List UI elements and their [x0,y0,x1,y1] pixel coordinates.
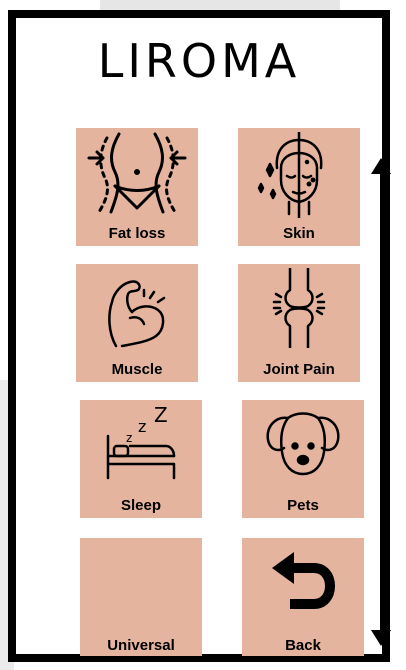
tile-label: Joint Pain [263,361,335,378]
svg-text:z: z [138,417,147,436]
svg-text:z: z [126,431,133,445]
bed-sleep-icon [80,406,202,491]
tile-joint-pain[interactable] [238,264,360,382]
face-skin-icon [238,132,360,223]
tile-skin[interactable] [238,128,360,246]
tile-muscle[interactable] [76,264,198,382]
tile-fat-loss[interactable] [76,128,198,246]
scrollbar[interactable] [370,158,392,646]
tile-pets[interactable] [242,400,364,518]
tile-label: Skin [283,225,315,242]
knee-joint-icon [238,268,360,353]
tile-label: Back [285,637,321,654]
tile-label: Fat loss [108,225,166,242]
back-button[interactable] [242,538,364,656]
waist-measure-icon [76,132,198,219]
tile-label: Universal [107,637,175,654]
tile-universal[interactable] [80,538,202,656]
tile-label: Muscle [111,361,163,378]
app-screen [8,10,390,662]
brand-title: LIROMA [97,34,301,88]
flexed-arm-icon [76,274,198,355]
dog-face-icon [242,408,364,489]
scroll-up-arrow-icon [371,158,391,174]
tile-label: Sleep [120,497,162,514]
tile-label: Pets [287,497,319,514]
scroll-down-arrow-icon [371,630,391,646]
undo-arrow-icon [242,550,364,617]
tile-sleep[interactable] [80,400,202,518]
svg-text:Z: Z [154,406,168,427]
